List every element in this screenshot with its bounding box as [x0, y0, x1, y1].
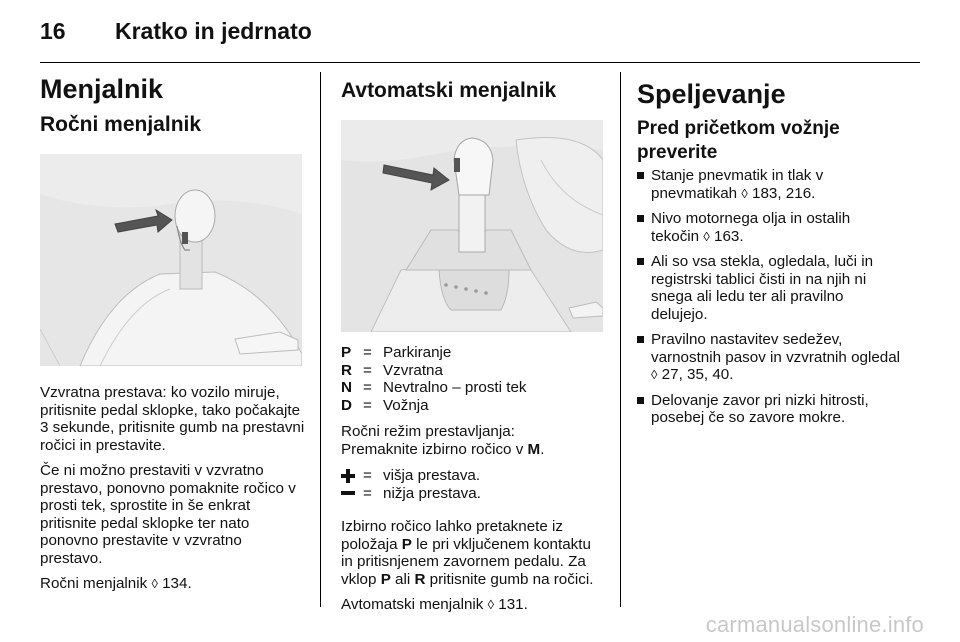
gear-position-item [341, 344, 606, 362]
gear-key: D [341, 396, 352, 414]
reference-page: 134. [162, 575, 192, 592]
page-header [40, 18, 920, 48]
list-item [637, 167, 902, 202]
watermark: carmanualsonline.info [705, 612, 924, 637]
automatic-selector-drawing [341, 120, 603, 332]
gear-equals: = [363, 396, 372, 414]
page-reference-icon: ◊ [703, 228, 710, 244]
column-manual-transmission [40, 72, 306, 593]
release-text: pritisnite gumb na ročici. [425, 570, 594, 588]
manual-mode-line1: Ročni režim prestavljanja: [341, 423, 515, 440]
column-starting-off [637, 72, 902, 435]
shift-up-label: višja prestava. [383, 467, 481, 484]
section-title-starting-off: Speljevanje [637, 79, 786, 109]
manual-gearshift-drawing [40, 154, 302, 366]
release-key-p: P [380, 570, 391, 588]
column-divider [320, 72, 321, 607]
manual-mode-text: Premaknite izbirno ročico v [341, 440, 528, 458]
list-item [637, 331, 902, 384]
gear-label: Vzvratna [383, 361, 443, 379]
gear-label: Vožnja [383, 396, 429, 414]
subtitle-manual-transmission: Ročni menjalnik [40, 113, 202, 136]
list-item-text: Ali so vsa stekla, ogledala, luči in registrski tablici čisti in na njih ni snega ali ledu ter ali pravilno delujejo. [651, 253, 874, 323]
page-reference-icon: ◊ [741, 185, 748, 201]
list-item [637, 392, 902, 427]
list-item-refs: 27, 35, 40. [661, 366, 734, 383]
column-automatic-transmission [341, 72, 606, 614]
release-key-p: P [401, 535, 412, 553]
bullet-square-icon [637, 210, 651, 245]
release-text: le pri vključenem kontaktu in pritisnjenem zavornem pedalu. Za vklop [341, 535, 591, 588]
release-text: Izbirno ročico lahko pretaknete iz položaja [341, 518, 564, 553]
bullet-square-icon [637, 392, 651, 427]
list-item-refs: 163. [714, 227, 744, 245]
automatic-selector-illustration [341, 120, 603, 332]
gear-position-list [341, 344, 606, 414]
page-section-title: Kratko in jedrnato [115, 18, 312, 44]
page-reference-icon: ◊ [151, 576, 158, 591]
manual-mode-end: . [540, 440, 545, 458]
column-divider [620, 72, 621, 607]
manual-mode-line2 [341, 441, 606, 459]
gear-equals: = [363, 361, 372, 379]
shift-up-equals: = [363, 467, 372, 484]
list-item [637, 253, 902, 323]
minus-icon [341, 485, 363, 503]
manual-gearshift-illustration [40, 154, 302, 366]
cross-reference-automatic-transmission [341, 596, 606, 614]
paragraph-reverse-retry: Če ni možno prestaviti v vzvratno prestavo, ponovno pomaknite ročico v prosti tek, sprostite in še enkrat pritisnite pedal sklopke ter nato ponovno prestavite v vzvratno prestavo. [40, 462, 296, 567]
shift-down-label: nižja prestava. [383, 484, 481, 502]
header-rule [40, 62, 920, 63]
release-text: ali [390, 570, 415, 588]
subtitle-automatic-transmission: Avtomatski menjalnik [341, 79, 557, 102]
reference-label: Avtomatski menjalnik [341, 596, 484, 613]
bullet-square-icon [637, 167, 651, 202]
plus-icon [341, 467, 363, 485]
page-reference-icon: ◊ [487, 597, 495, 612]
subtitle-before-driving: Pred pričetkom vožnje preverite [637, 118, 840, 163]
paragraph-release-selector [341, 518, 606, 588]
reference-page: 131. [498, 596, 528, 613]
list-item-text: Pravilno nastavitev sedežev, varnostnih pasov in vzvratnih ogledal [651, 331, 901, 366]
checklist [637, 167, 902, 427]
gear-position-item [341, 362, 606, 380]
shift-down-equals: = [363, 484, 372, 502]
shift-down-item [341, 485, 606, 503]
manual-mode-key: M [527, 440, 541, 458]
shift-up-item [341, 467, 606, 485]
gear-label: Parkiranje [383, 344, 452, 361]
page-number: 16 [40, 18, 66, 44]
gear-position-item [341, 397, 606, 415]
gear-equals: = [363, 379, 372, 396]
gear-key: R [341, 361, 352, 379]
section-title-transmission: Menjalnik [40, 74, 164, 104]
list-item-text: Stanje pnevmatik in tlak v pnevmatikah [651, 167, 824, 202]
gear-key: N [341, 379, 352, 396]
cross-reference-manual-transmission [40, 575, 306, 593]
reference-label: Ročni menjalnik [40, 575, 148, 592]
bullet-square-icon [637, 253, 651, 323]
gear-label: Nevtralno – prosti tek [383, 379, 527, 396]
list-item-refs: 183, 216. [752, 184, 816, 202]
list-item-text: Nivo motornega olja in ostalih tekočin [651, 210, 851, 245]
list-item-text: Delovanje zavor pri nizki hitrosti, posebej če so zavore mokre. [651, 391, 869, 426]
gear-equals: = [363, 344, 372, 361]
paragraph-reverse-gear: Vzvratna prestava: ko vozilo miruje, pritisnite pedal sklopke, tako počakajte 3 sekunde, pritisnite gumb na prestavni ročici in prestavite. [40, 384, 305, 454]
list-item [637, 210, 902, 245]
gear-position-item [341, 379, 606, 397]
release-key-r: R [414, 570, 426, 588]
page-reference-icon: ◊ [651, 367, 658, 382]
bullet-square-icon [637, 331, 651, 384]
gear-key: P [341, 344, 352, 361]
